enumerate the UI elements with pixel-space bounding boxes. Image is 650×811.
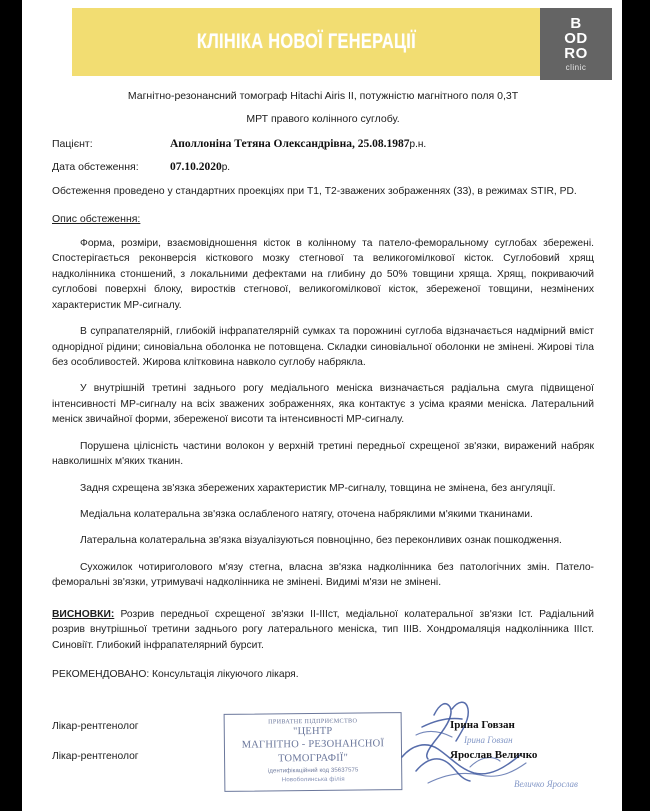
device-line: Магнітно-резонансний томограф Hitachi Airis II, потужністю магнітного поля 0,3Т (127, 90, 519, 102)
signature-script-1: Ірина Говзан (464, 734, 513, 745)
stamp-line-1: "ЦЕНТР (293, 725, 333, 737)
conclusion-block (52, 607, 594, 653)
patient-row (52, 138, 594, 150)
logo-line-3: RO (564, 45, 588, 62)
description-paragraph: Сухожилок чотириголового м'язу стегна, власна зв'язка надколінника без патологічних змін. Пателo-феморальні зв'язки, утримувачі надколінника не змінені. Видимі м'язи не змінені. (52, 561, 594, 589)
exam-date-label: Дата обстеження: (52, 161, 139, 174)
stamp-branch: Новоболинська філія (281, 776, 345, 783)
description-heading: Опис обстеження: (52, 212, 141, 225)
patient-birth-suffix: р.н. (409, 139, 427, 151)
stamp-identification-code: ідентифікаційний код 35637575 (267, 767, 359, 775)
signature-role-1: Лікар-рентгенолог (52, 720, 139, 732)
protocol-paragraph: Обстеження проведено у стандартних проекціях при Т1, Т2-зважених зображеннях (33), в режимах STIR, PD. (52, 186, 577, 198)
stamp-line-2: МАГНІТНО - РЕЗОНАНСНОЇ (241, 738, 385, 751)
description-paragraph: Медіальна колатеральна зв'язка ослабленого натягу, оточена набряклими м'якими тканинами. (80, 509, 533, 520)
document-page (22, 0, 622, 811)
conclusion-text: Розрив передньої схрещеної зв'язки II-IIIст, медіальної колатеральної зв'язки Іст. Радіальний розрив внутрішньої третини заднього рогу латерального меніска, тип ІІІВ. Хондромаляція надколінника ІІІст. Синовіїт. Глибокий інфрапателярний бурсит. (52, 608, 594, 651)
bodro-clinic-logo (540, 8, 612, 80)
conclusion-label: ВИСНОВКИ: (52, 608, 115, 620)
doctor-name-1: Ірина Говзан (450, 718, 515, 731)
exam-date-suffix: р. (221, 162, 231, 174)
description-paragraph: Задня схрещена зв'язка збережених характеристик МР-сигналу, товщина не змінена, без ангуляції. (80, 482, 556, 494)
exam-date-row (52, 161, 594, 173)
description-paragraph: Латеральна колатеральна зв'язка візуалізуються повноцінно, без переконливих ознак пошкодження. (80, 535, 562, 547)
description-paragraph: У внутрішній третині заднього рогу медіального меніска визначається радіальна смуга підвищеної інтенсивності МР-сигналу на всіх зважених зображеннях, яка контактує з усіма краями меніска. Латеральний меніск звичайної форми, збереженої висоти та інтенсивності МР-сигналу. (52, 383, 594, 426)
document-body (22, 89, 622, 811)
clinic-banner (72, 8, 540, 76)
patient-value (170, 138, 426, 150)
patient-name-text: Аполлоніна Тетяна Олександрівна, 25.08.1987 (170, 138, 410, 151)
description-paragraph: Форма, розміри, взаємовідношення кісток в колінному та пателo-феморальному суглобах збережені. Спостерігається реконверсія кісткового мозку стегнової та великогомілкової кісток. Суглобовий хрящ надколінника стоншений, з локальними дефектами на глибину до 50% товщини хряща. Хрящ, покриваючий суглобові поверхні блоку, виростків стегнової, великогомілкової кісток, збереженої товщини, незмінених характеристик МР-сигналу. (52, 237, 594, 311)
logo-line-1: B (570, 15, 582, 32)
clinic-banner-text: КЛІНІКА НОВОЇ ГЕНЕРАЦІЇ (196, 30, 416, 53)
document-header (22, 8, 622, 80)
patient-label: Пацієнт: (52, 138, 93, 151)
stamp-line-3: ТОМОГРАФІЇ" (277, 751, 349, 764)
exam-date-value (170, 161, 230, 173)
signature-role-2: Лікар-рентгенолог (52, 750, 139, 762)
study-line: МРТ правого колінного суглобу. (246, 113, 400, 126)
logo-line-2: OD (564, 30, 588, 47)
signature-script-2: Величко Ярослав (514, 778, 578, 789)
logo-subtitle: clinic (565, 63, 587, 72)
company-stamp (224, 712, 403, 792)
exam-date-text: 07.10.2020 (170, 161, 222, 174)
stamp-top-line: ПРИВАТНЕ ПІДПРИЄМСТВО (268, 717, 358, 725)
doctor-name-2: Ярослав Величко (450, 748, 538, 761)
recommendation-line: РЕКОМЕНДОВАНО: Консультація лікуючого лікаря. (52, 669, 299, 681)
description-paragraph: В супрапателярній, глибокій інфрапателярній сумках та порожнині суглоба відзначається надмірний вміст однорідної рідини; синовіальна оболонка не потовщена. Складки синовіальної оболонки не змінені. Жирові тіла без особливостей. Жирова клітковина навколо суглобу набрякла. (52, 326, 594, 368)
description-paragraph: Порушена цілісність частини волокон у верхній третині передньої схрещеної зв'язки, виражений набряк навколишніх м'яких тканин. (52, 440, 594, 468)
signature-area (52, 709, 594, 811)
